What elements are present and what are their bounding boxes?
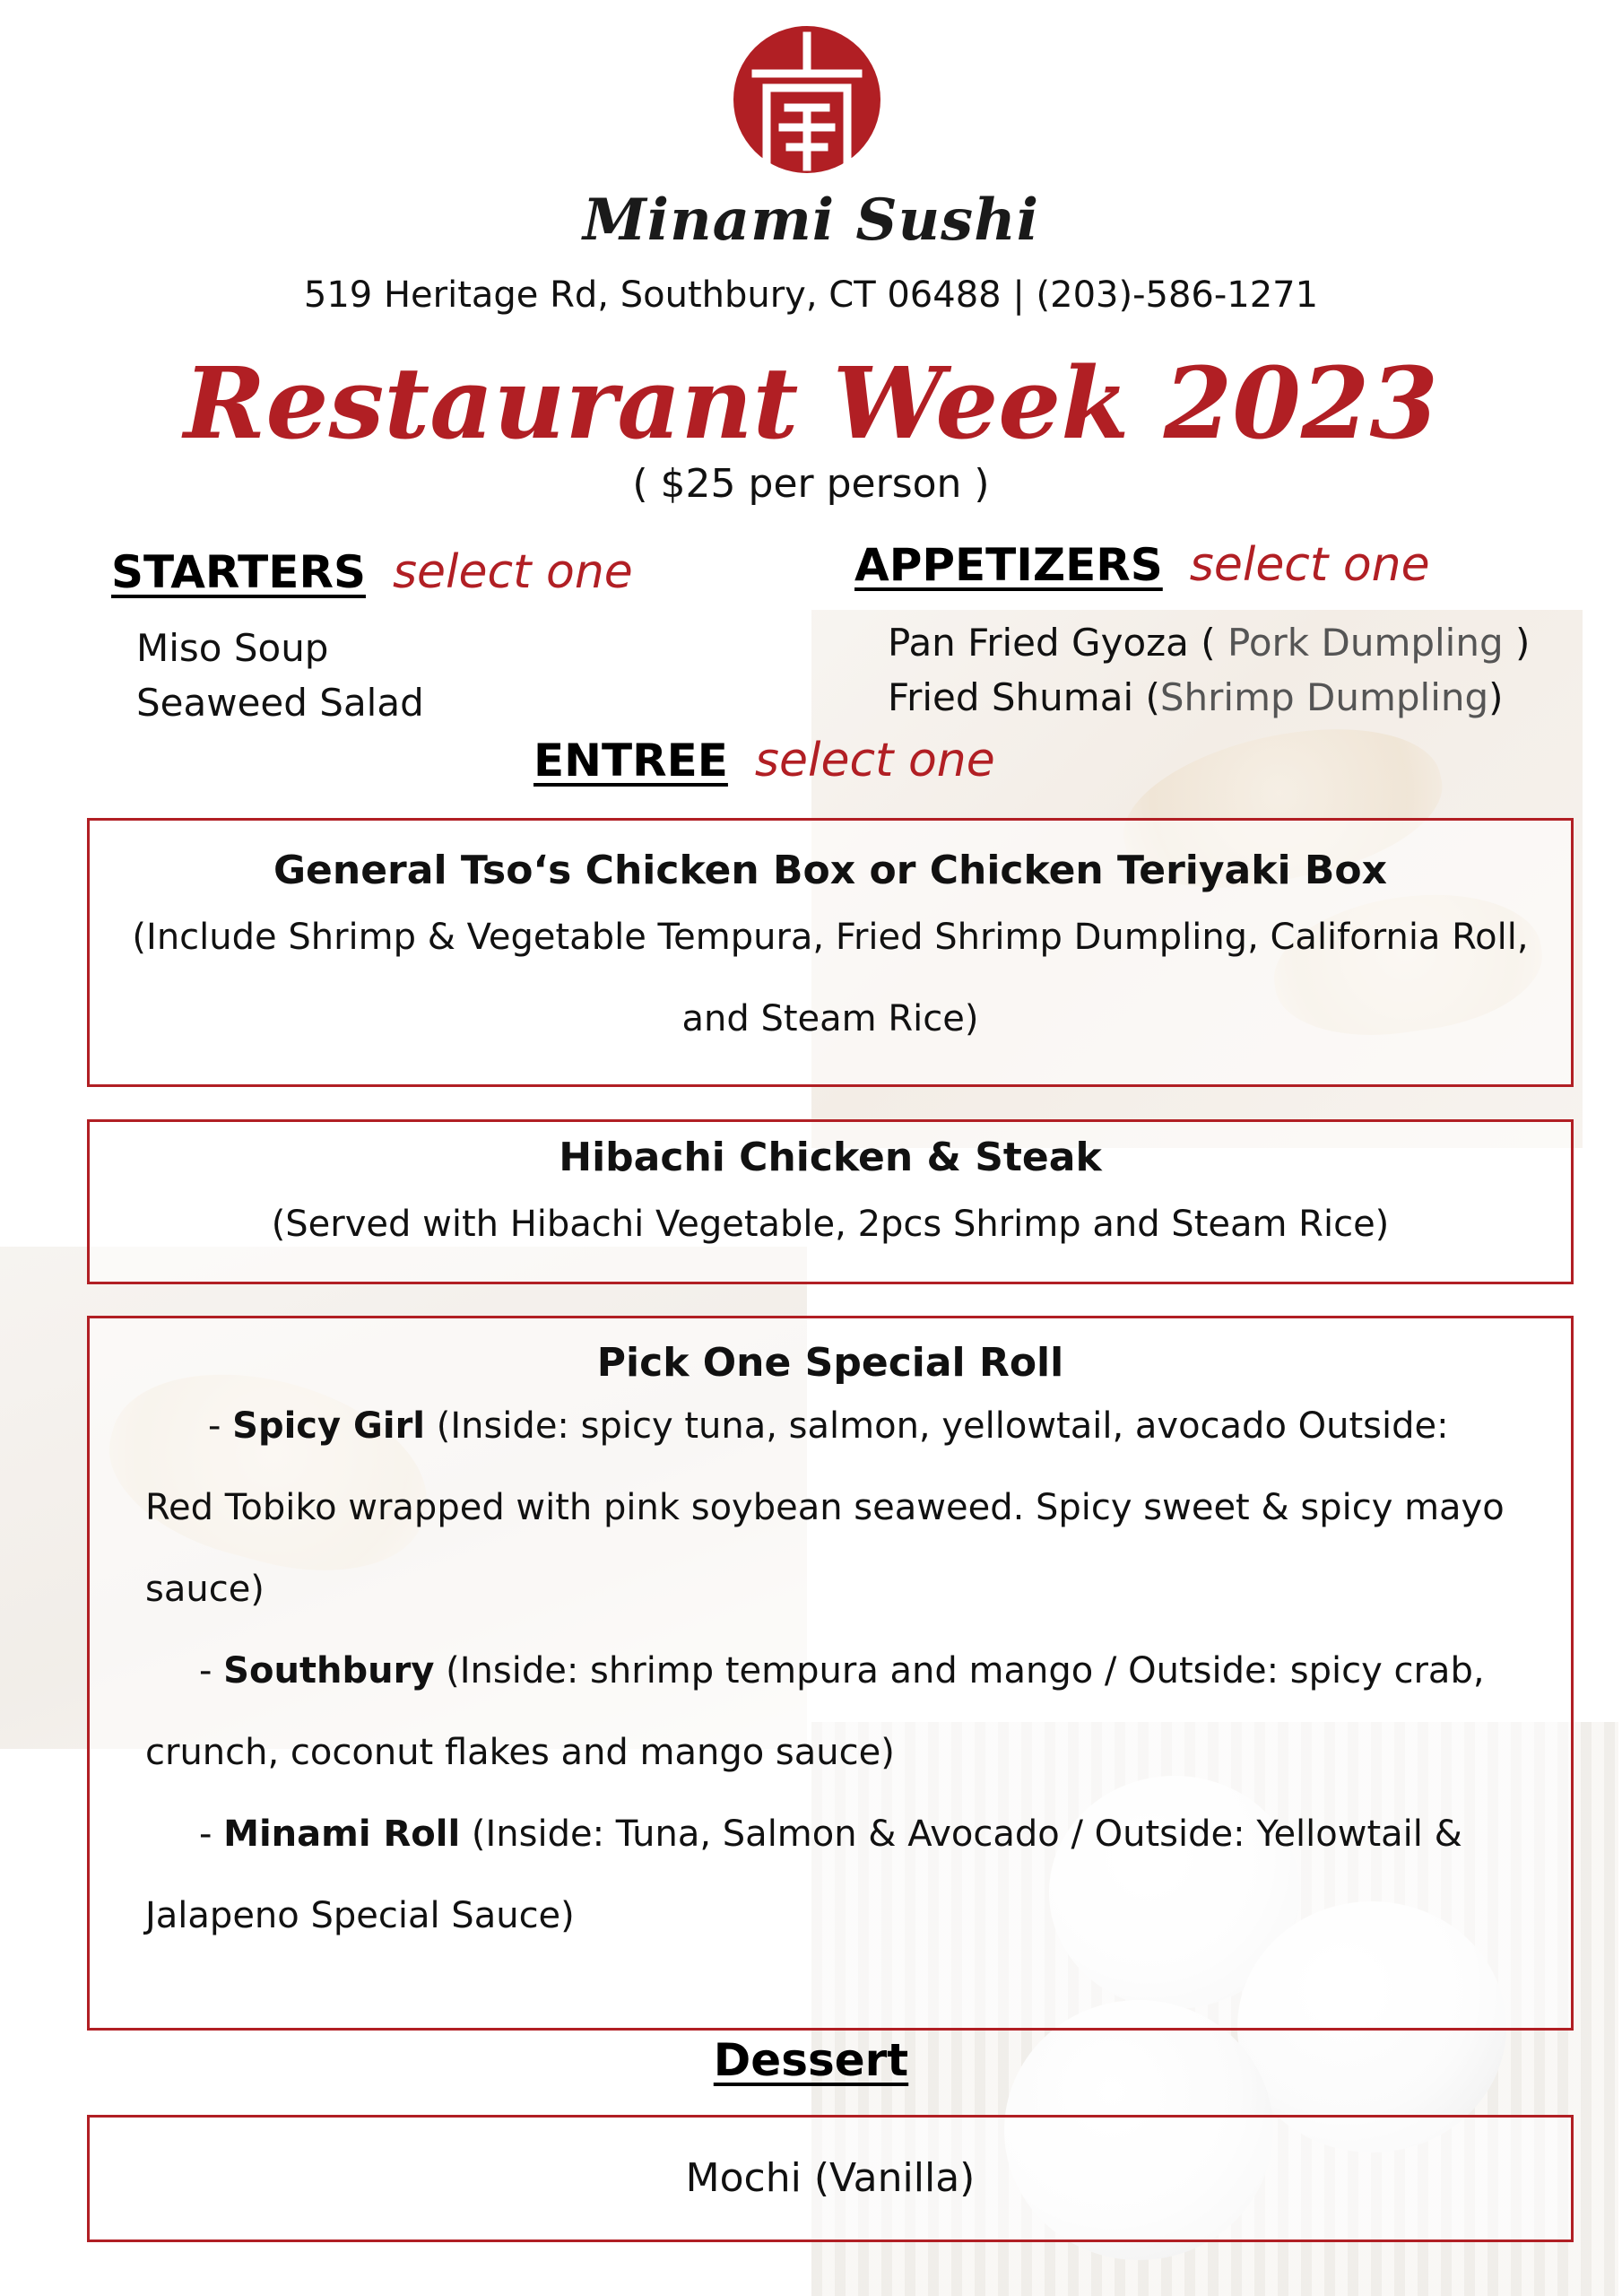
roll-prefix: - — [199, 1650, 224, 1692]
paren-open: ( — [1133, 675, 1160, 719]
entree-heading-group — [533, 734, 995, 787]
starters-list — [136, 621, 424, 730]
appetizers-list — [888, 615, 1530, 725]
entree-option-title: General Tso‘s Chicken Box or Chicken Teriyaki Box — [273, 848, 1388, 893]
entree-option-box — [87, 1119, 1574, 1284]
list-item — [888, 670, 1530, 725]
appetizer-name: Fried Shumai — [888, 675, 1134, 719]
appetizer-detail: Pork Dumpling — [1227, 621, 1504, 665]
special-roll-box — [87, 1316, 1574, 2031]
paren-close: ) — [1503, 621, 1531, 665]
appetizers-heading: APPETIZERS — [854, 539, 1163, 591]
dessert-heading: Dessert — [713, 2034, 909, 2086]
appetizers-heading-group — [854, 538, 1430, 592]
roll-detail: (Inside: spicy tuna, salmon, yellowtail, avocado Outside: Red Tobiko wrapped with pink soybean seaweed. Spicy sweet & spicy mayo sauce) — [145, 1405, 1505, 1610]
address-and-phone: 519 Heritage Rd, Southbury, CT 06488 | (203)-586-1271 — [303, 274, 1319, 316]
red-circle-kanji-logo-icon — [731, 23, 883, 176]
starters-select-note: select one — [392, 545, 633, 599]
roll-prefix: - — [199, 1813, 224, 1855]
list-item: Seaweed Salad — [136, 681, 424, 725]
roll-name: Spicy Girl — [232, 1405, 425, 1447]
paren-close: ) — [1488, 675, 1504, 719]
list-item — [888, 615, 1530, 670]
entree-option-box — [87, 818, 1574, 1087]
roll-name: Minami Roll — [223, 1813, 461, 1855]
entree-heading: ENTREE — [533, 735, 728, 787]
starters-heading-group — [111, 545, 633, 599]
dessert-heading-group — [0, 2034, 1622, 2086]
special-roll-item — [90, 1631, 1571, 1794]
special-roll-item — [90, 1794, 1571, 1957]
entree-option-title: Hibachi Chicken & Steak — [559, 1135, 1102, 1180]
list-item: Miso Soup — [136, 626, 329, 670]
special-roll-title: Pick One Special Roll — [596, 1340, 1064, 1386]
roll-name: Southbury — [223, 1650, 435, 1692]
entree-option-description: (Served with Hibachi Vegetable, 2pcs Shrimp and Steam Rice) — [271, 1204, 1390, 1245]
dessert-box — [87, 2115, 1574, 2242]
event-title: Restaurant Week 2023 — [184, 345, 1438, 461]
special-roll-item — [90, 1386, 1571, 1631]
dessert-item: Mochi (Vanilla) — [685, 2155, 976, 2201]
starters-heading: STARTERS — [111, 546, 366, 598]
entree-select-note: select one — [754, 734, 995, 787]
entree-option-description: (Include Shrimp & Vegetable Tempura, Fried Shrimp Dumpling, California Roll, and Steam Rice) — [132, 917, 1529, 1039]
roll-detail: (Inside: shrimp tempura and mango / Outside: spicy crab, crunch, coconut flakes and mango sauce) — [145, 1650, 1485, 1773]
price-per-person: ( $25 per person ) — [632, 461, 990, 507]
appetizer-detail: Shrimp Dumpling — [1159, 675, 1489, 719]
roll-prefix: - — [208, 1405, 233, 1447]
roll-detail: (Inside: Tuna, Salmon & Avocado / Outside: Yellowtail & Jalapeno Special Sauce) — [145, 1813, 1462, 1936]
appetizers-select-note: select one — [1189, 538, 1430, 592]
paren-open: ( — [1188, 621, 1228, 665]
brand-name: Minami Sushi — [582, 187, 1040, 254]
appetizer-name: Pan Fried Gyoza — [888, 621, 1189, 665]
